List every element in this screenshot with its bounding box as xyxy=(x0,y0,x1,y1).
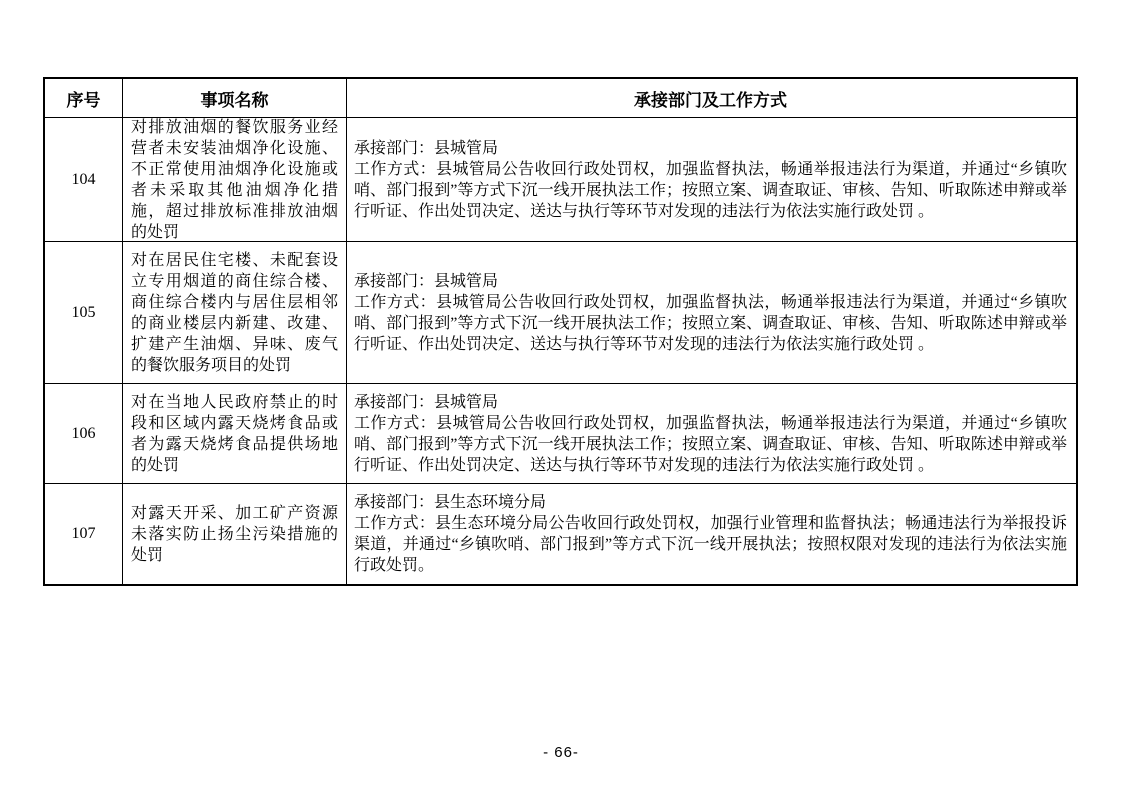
row-detail xyxy=(347,118,1076,241)
row-seq xyxy=(45,118,123,241)
method-line: 工作方式：县城管局公告收回行政处罚权，加强监督执法，畅通举报违法行为渠道，并通过“乡镇吹哨、部门报到”等方式下沉一线开展执法工作；按照立案、调查取证、审核、告知、听取陈述申辩或举行听证、作出处罚决定、送达与执行等环节对发现的违法行为依法实施行政处罚 。 xyxy=(354,293,1067,353)
dept-line: 承接部门：县城管局 xyxy=(354,139,499,157)
method-line: 工作方式：县城管局公告收回行政处罚权，加强监督执法，畅通举报违法行为渠道，并通过“乡镇吹哨、部门报到”等方式下沉一线开展执法工作；按照立案、调查取证、审核、告知、听取陈述申辩或举行听证、作出处罚决定、送达与执行等环节对发现的违法行为依法实施行政处罚 。 xyxy=(354,160,1067,220)
header-seq: 序号 xyxy=(45,79,123,117)
dept-line: 承接部门：县城管局 xyxy=(354,393,499,411)
item-name-text: 对排放油烟的餐饮服务业经营者未安装油烟净化设施、不正常使用油烟净化设施或者未采取其他油烟净化措施，超过排放标准排放油烟的处罚 xyxy=(131,118,338,241)
detail-text xyxy=(354,492,1067,576)
row-seq xyxy=(45,484,123,584)
page-number: - 66- xyxy=(543,744,579,761)
row-detail xyxy=(347,242,1076,383)
table-header-row xyxy=(45,79,1076,118)
item-name-text: 对在当地人民政府禁止的时段和区域内露天烧烤食品或者为露天烧烤食品提供场地的处罚 xyxy=(131,393,338,474)
row-seq xyxy=(45,384,123,483)
detail-text xyxy=(354,271,1067,355)
detail-text xyxy=(354,392,1067,476)
table-row xyxy=(45,384,1076,484)
dept-line: 承接部门：县城管局 xyxy=(354,272,499,290)
table-row xyxy=(45,118,1076,242)
detail-text xyxy=(354,138,1067,222)
row-detail xyxy=(347,384,1076,483)
row-item-name xyxy=(123,242,347,383)
dept-line: 承接部门：县生态环境分局 xyxy=(354,494,547,511)
row-seq xyxy=(45,242,123,383)
seq-number: 105 xyxy=(71,303,96,321)
row-item-name xyxy=(123,484,347,584)
row-item-name xyxy=(123,118,347,241)
seq-number: 104 xyxy=(71,170,96,188)
header-item-name: 事项名称 xyxy=(123,79,347,117)
items-table xyxy=(43,77,1078,586)
method-line: 工作方式：县城管局公告收回行政处罚权，加强监督执法，畅通举报违法行为渠道，并通过“乡镇吹哨、部门报到”等方式下沉一线开展执法工作；按照立案、调查取证、审核、告知、听取陈述申辩或举行听证、作出处罚决定、送达与执行等环节对发现的违法行为依法实施行政处罚 。 xyxy=(354,414,1067,474)
seq-number: 107 xyxy=(71,525,96,542)
row-detail xyxy=(347,484,1076,584)
item-name-text: 对在居民住宅楼、未配套设立专用烟道的商住综合楼、商住综合楼内与居住层相邻的商业楼层内新建、改建、扩建产生油烟、异味、废气的餐饮服务项目的处罚 xyxy=(131,251,338,374)
row-item-name xyxy=(123,384,347,483)
seq-number: 106 xyxy=(71,424,96,442)
table-row xyxy=(45,242,1076,384)
method-line: 工作方式：县生态环境分局公告收回行政处罚权，加强行业管理和监督执法；畅通违法行为举报投诉渠道，并通过“乡镇吹哨、部门报到”等方式下沉一线开展执法；按照权限对发现的违法行为依法实施行政处罚。 xyxy=(354,515,1067,574)
table-row xyxy=(45,484,1076,584)
header-detail: 承接部门及工作方式 xyxy=(634,90,787,110)
item-name-text: 对露天开采、加工矿产资源未落实防止扬尘污染措施的处罚 xyxy=(131,504,338,564)
